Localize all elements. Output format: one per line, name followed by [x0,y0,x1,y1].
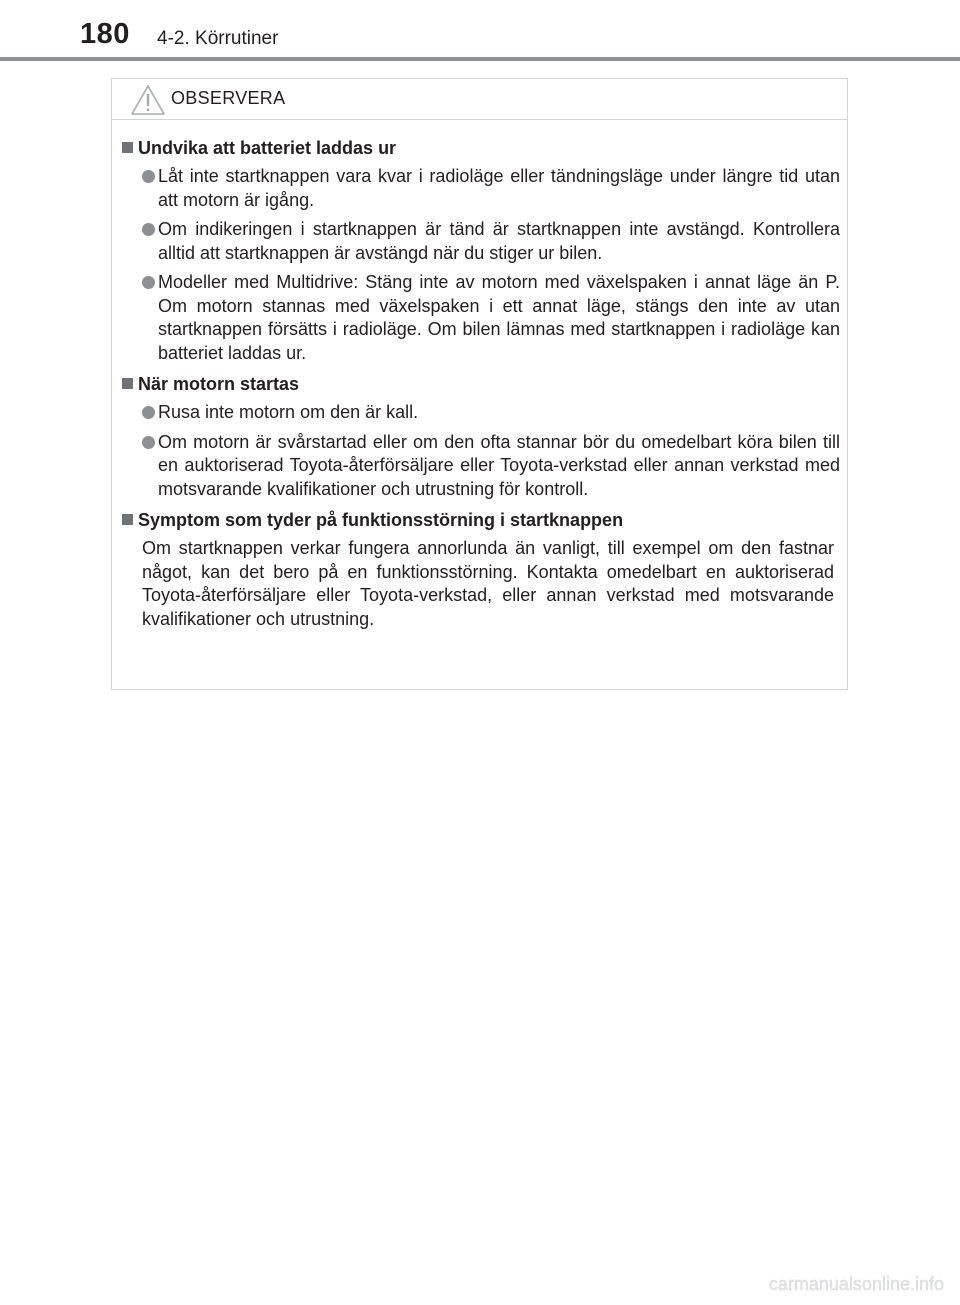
warning-box [111,78,848,690]
section-heading-text: Symptom som tyder på funktionsstörning i startknappen [138,510,624,530]
list-item-text: Modeller med Multidrive: Stäng inte av motorn med växelspaken i annat läge än P. Om motorn stannas med växelspaken i ett annat läge, stängs den inte av utan startknappen försätts i radioläge. Om bilen lämnas med startknappen i radioläge kan batteriet laddas ur. [158,272,840,363]
list-item [122,431,840,502]
round-bullet-icon [142,436,155,449]
section-heading [122,507,840,533]
list-item-text: Rusa inte motorn om den är kall. [158,402,419,422]
page-number: 180 [80,18,130,50]
square-bullet-icon [122,142,133,153]
list-item [122,165,840,212]
round-bullet-icon [142,223,155,236]
section-heading-text: Undvika att batteriet laddas ur [138,138,397,158]
round-bullet-icon [142,406,155,419]
watermark-logo [706,1273,946,1295]
warning-triangle-icon [130,84,166,116]
list-item-text: Om motorn är svårstartad eller om den ofta stannar bör du omedelbart köra bilen till en auktoriserad Toyota-återförsäljare eller Toyota-verkstad eller annan verkstad med motsvarande kvalifikationer och utrustning för kontroll. [158,431,840,499]
list-item [122,271,840,365]
round-bullet-icon [142,276,155,289]
section-paragraph: Om startknappen verkar fungera annorlunda än vanligt, till exempel om den fastnar något, kan det bero på en funktionsstörning. Kontakta omedelbart en auktoriserad Toyota-återförsäljare eller Toyota-verkstad, eller annan verkstad med motsvarande kvalifikationer och utrustning. [142,538,834,629]
section-heading [122,135,840,161]
round-bullet-icon [142,170,155,183]
page-header [0,0,960,60]
warning-header [112,79,847,120]
watermark-text: carmanualsonline.info [768,1274,944,1294]
list-item [122,401,840,425]
list-item [122,218,840,265]
section-title: 4-2. Körrutiner [157,28,279,49]
square-bullet-icon [122,378,133,389]
list-item-text: Om indikeringen i startknappen är tänd är startknappen inte avstängd. Kontrollera alltid att startknappen är avstängd när du stiger ur bilen. [158,219,840,263]
warning-content [122,135,840,631]
square-bullet-icon [122,514,133,525]
list-item-text: Låt inte startknappen vara kvar i radioläge eller tändningsläge under längre tid utan att motorn är igång. [158,166,840,210]
warning-label: OBSERVERA [171,88,286,108]
header-divider [0,57,960,61]
section-heading [122,371,840,397]
section-heading-text: När motorn startas [138,374,300,394]
